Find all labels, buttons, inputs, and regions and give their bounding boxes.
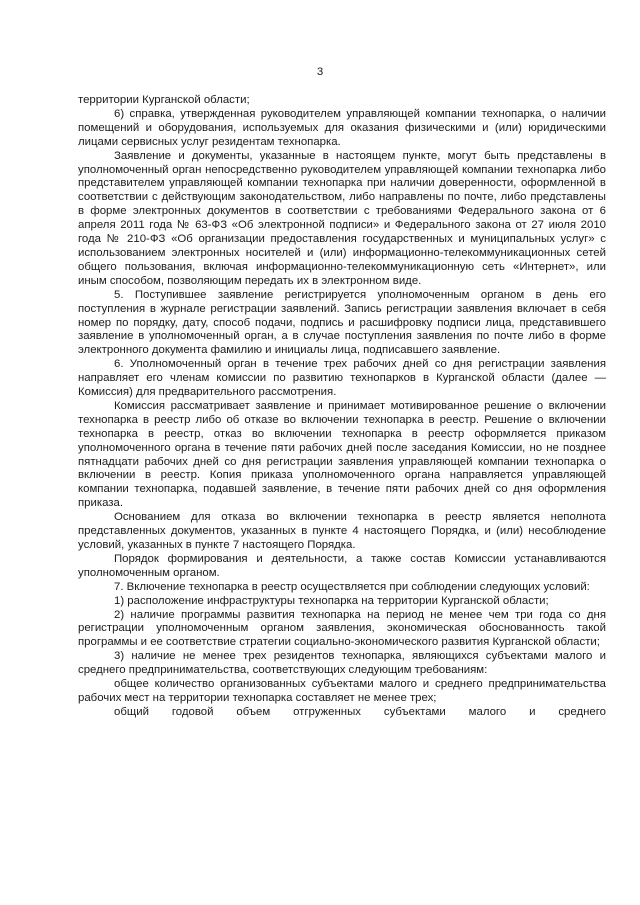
paragraph: 2) наличие программы развития технопарка на период не менее чем три года со дня регистрации уполномоченным органом заявления, экономическая обоснованность такой программы и ее соответствие стратегии социально-экономического развития Курганской области;: [78, 608, 606, 649]
paragraph: территории Курганской области;: [78, 94, 250, 106]
paragraph: Основанием для отказа во включении технопарка в реестр является неполнота представленных документов, указанных в пункте 4 настоящего Порядка, и (или) несоблюдение условий, указанных в пункте 7 настоящего Порядка.: [78, 511, 606, 551]
paragraph: 5. Поступившее заявление регистрируется уполномоченным органом в день его поступления в журнале регистрации заявлений. Запись регистрации заявления включает в себя номер по порядку, дату, способ подачи, подпись и расшифровку подписи лица, представившего заявление в уполномоченный орган, а в случае поступления заявления по почте либо в форме электронного документа фамилию и инициалы лица, подписавшего заявление.: [78, 288, 606, 357]
paragraph: Порядок формирования и деятельности, а также состав Комиссии устанавливаются уполномоченным органом.: [78, 552, 606, 579]
document-body: [78, 94, 606, 720]
paragraph: 1) расположение инфраструктуры технопарка на территории Курганской области;: [114, 594, 549, 607]
paragraph: 6. Уполномоченный орган в течение трех рабочих дней со дня регистрации заявления направляет его членам комиссии по развитию технопарков в Курганской области (далее — Комиссия) для предварительного рассмотрения.: [78, 358, 606, 399]
page-number: 3: [316, 66, 324, 78]
paragraph: 6) справка, утвержденная руководителем управляющей компании технопарка, о наличии помещений и оборудования, используемых для оказания физическими и (или) юридическими лицами сервисных услуг резидентам технопарка.: [78, 107, 606, 148]
paragraph: Заявление и документы, указанные в настоящем пункте, могут быть представлены в уполномоченный орган непосредственно руководителем управляющей компании технопарка либо представителем управляющей компании технопарка при наличии доверенности, оформленной в соответствии с действующим законодательством, либо направлены по почте, либо представлены в форме электронных документов в соответствии с требованиями Федерального закона от 6 апреля 2011 года № 63-ФЗ «Об электронной подписи» и Федерального закона от 27 июля 2010 года № 210-ФЗ «Об организации предоставления государственных и муниципальных услуг» с использованием электронных носителей и (или) информационно-телекоммуникационных сетей общего пользования, включая информационно-телекоммуникационную сеть «Интернет», или иным способом, позволяющим передать их в электронном виде.: [78, 149, 606, 287]
paragraph: Комиссия рассматривает заявление и принимает мотивированное решение о включении технопарка в реестр либо об отказе во включении технопарка в реестр. Решение о включении технопарка в реестр, отказ во включении технопарка в реестр оформляется приказом уполномоченного органа в течение пяти рабочих дней после заседания Комиссии, но не позднее пятнадцати рабочих дней со дня регистрации заявления управляющей компании технопарка о включении в реестр. Копия приказа уполномоченного органа направляется управляющей компании технопарка, подавшей заявление, в течение пяти рабочих дней со дня оформления приказа.: [78, 399, 606, 510]
paragraph: 7. Включение технопарка в реестр осуществляется при соблюдении следующих условий:: [114, 580, 590, 593]
paragraph: общее количество организованных субъектами малого и среднего предпринимательства рабочих мест на территории технопарка составляет не менее трех;: [78, 678, 606, 704]
paragraph: 3) наличие не менее трех резидентов технопарка, являющихся субъектами малого и среднего предпринимательства, соответствующих следующим требованиям:: [78, 650, 606, 677]
paragraph: общий годовой объем отгруженных субъектами малого и среднего: [114, 705, 606, 718]
